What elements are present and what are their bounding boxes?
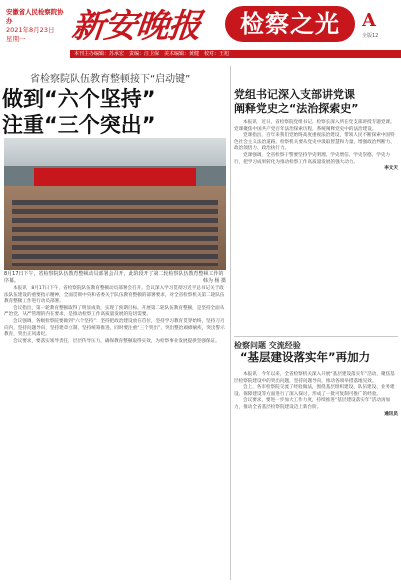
side-story-1-body <box>234 120 398 173</box>
side-story-1-paragraph: 本报讯 近日，省检察院党组书记、检察长深入所在党支部讲授专题党课。党课聚焦中国共产党百年法治探索历程，系统阐释党史中的法治建设。 <box>234 120 395 132</box>
side-story-2-paragraph: 本报讯 今年以来，全省检察机关深入开展“基层建设落实年”活动，聚焦基层检察院建设中的突出问题，坚持问题导向，推动各项举措落地见效。 <box>234 372 395 384</box>
side-story-2-kicker: 检察问题 交流经验 <box>234 341 301 350</box>
side-story-1-paragraph: 党课指出，百年来我们党始终高度重视法治建设，带领人民不断探索中国特色社会主义法治道路。检察机关要从党史中汲取智慧和力量，增强政治判断力、政治领悟力、政治执行力。 <box>234 133 395 152</box>
issue-date: 2021年8月23日 <box>6 26 55 34</box>
photo-author: 韩为 杨 摄 <box>202 278 226 284</box>
main-paragraph: 会议指出，第一轮教育整顿取得了明显成效，实现了预期目标。开展第二轮队伍教育整顿，是坚持全面从严治党、从严管理的内在要求，是推动检察工作高质量发展的迫切需要。 <box>4 305 225 318</box>
photo-stage-banner <box>34 168 196 186</box>
section-title: 检察之光 <box>225 6 355 42</box>
column-divider <box>230 66 231 580</box>
side-story-2-byline: 通讯员 <box>384 411 398 417</box>
side-story-1-paragraph: 党课强调，全省检察干警要坚持学史明理、学史增信、学史崇德、学史力行，把学习成果转化为推动检察工作高质量发展的强大动力。 <box>234 152 391 165</box>
issue-weekday: 星期一 <box>6 35 26 43</box>
photo-caption-text: 8月17日下午，省检察院队伍教育整顿动员部署会召开，此阶段开了第二轮检察队伍教育整顿工作的序幕。 <box>4 271 224 284</box>
main-story-body <box>4 286 226 345</box>
meeting-photo <box>4 138 226 270</box>
masthead-info <box>6 8 68 44</box>
main-story-headline <box>2 86 227 138</box>
side-story-1-byline: 李文天 <box>384 166 398 172</box>
main-story-subtitle: 省检察院队伍教育整顿接下“启动键” <box>30 74 191 85</box>
main-paragraph: 本报讯 8月17日下午，省检察院队伍教育整顿动员部署会召开。会议深入学习贯彻习近平总书记关于政法队伍建设的重要指示精神，全面贯彻中央和省委关于队伍教育整顿的部署要求，对全省检察机关第二轮队伍教育整顿工作进行动员部署。 <box>4 286 225 305</box>
headline-line-2: 注重“三个突出” <box>2 113 156 137</box>
main-paragraph: 会议强调，各级检察院要做到“六个坚持”：坚持把政治建设放在首位，坚持学习教育贯穿始终，坚持刀刃向内，坚持问题导向，坚持建章立制，坚持统筹推进。同时要注重“三个突出”，突出整治顽瘴痼疾，突出警示教育，突出正风肃纪。 <box>4 318 225 338</box>
side-story-1-title-line-1: 党组书记深入支部讲党课 <box>234 88 355 101</box>
publisher-org: 安徽省人民检察院协办 <box>6 8 64 25</box>
page-letter: A <box>362 10 376 31</box>
page-count: 全版12 <box>362 33 379 39</box>
photo-caption <box>4 271 226 285</box>
main-paragraph: 会议要求，要落实领导责任，层层传导压力，确保教育整顿取得实效，为检察事业发展提供坚强保证。 <box>13 338 220 344</box>
side-story-2-body <box>234 372 398 418</box>
side-story-2-title: “基层建设落实年”再加力 <box>240 350 371 364</box>
side-story-1-title-line-2: 阐释党史之“法治探索史” <box>234 102 359 115</box>
side-story-1-title <box>234 88 400 116</box>
newspaper-logo: 新安晚报 <box>70 6 203 45</box>
photo-audience-rows <box>12 200 218 266</box>
side-story-2-paragraph: 会上，各市检察院交流了经验做法，围绕基层组织建设、队伍建设、业务建设、保障建设等方面进行了深入探讨，形成了一批可复制可推广的经验。 <box>234 385 395 397</box>
side-story-2-paragraph: 会议要求，要进一步加大工作力度，持续推进“基层建设落实年”活动再加力，推动全省基层检察院建设迈上新台阶。 <box>234 398 391 410</box>
photo-ceiling <box>4 138 226 166</box>
masthead <box>0 0 401 60</box>
editor-bar: 本刊主办编辑：苏承宏 责编：汪卫保 美术编辑：黄健 校对：王旭 <box>70 50 401 58</box>
headline-line-1: 做到“六个坚持” <box>2 87 156 111</box>
story-divider <box>234 336 398 337</box>
